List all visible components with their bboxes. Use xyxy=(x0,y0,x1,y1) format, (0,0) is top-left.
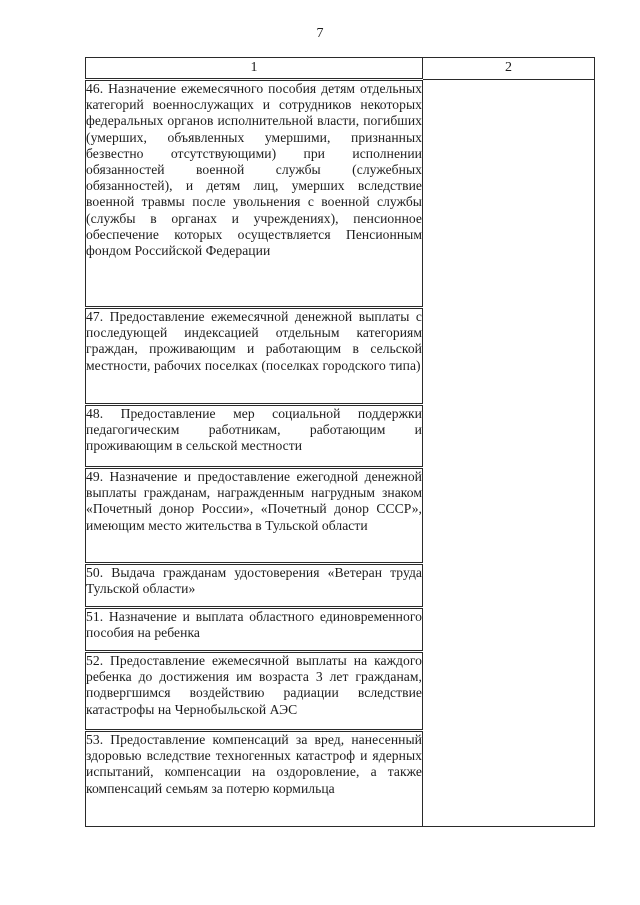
page-number: 7 xyxy=(316,26,324,41)
service-cell xyxy=(86,308,423,405)
empty-column-cell xyxy=(423,80,595,827)
service-cell xyxy=(86,468,423,564)
service-item-48: 48. Предоставление мер социальной поддержки педагогическим работникам, работающим и проживающим в сельской местности xyxy=(86,406,422,454)
service-cell xyxy=(86,652,423,731)
column-header-2: 2 xyxy=(423,58,595,80)
service-item-53: 53. Предоставление компенсаций за вред, нанесенный здоровью вследствие техногенных катастроф и ядерных испытаний, компенсации на оздоровление, а также компенсаций семьям за потерю кормильца xyxy=(86,732,422,796)
service-item-46: 46. Назначение ежемесячного пособия детям отдельных категорий военнослужащих и сотрудников некоторых федеральных органов исполнительной власти, погибших (умерших, объявленных умершими, признанных безвестно отсутствующими) при исполнении обязанностей военной службы (служебных обязанностей), и детям лиц, умерших вследствие военной травмы после увольнения с военной службы (службы в органах и учреждениях), пенсионное обеспечение которых осуществляется Пенсионным фондом Российской Федерации xyxy=(86,81,422,259)
service-cell xyxy=(86,564,423,608)
service-cell xyxy=(86,80,423,308)
column-header-1: 1 xyxy=(86,58,423,80)
services-table xyxy=(85,57,595,827)
table-header-row xyxy=(86,58,595,80)
service-item-47: 47. Предоставление ежемесячной денежной выплаты с последующей индексацией отдельным категориям граждан, проживающим и работающим в сельской местности, рабочих поселках (поселках городского типа) xyxy=(86,309,422,373)
service-item-49: 49. Назначение и предоставление ежегодной денежной выплаты гражданам, награжденным нагрудным знаком «Почетный донор России», «Почетный донор СССР», имеющим место жительства в Тульской области xyxy=(86,469,422,533)
service-item-51: 51. Назначение и выплата областного единовременного пособия на ребенка xyxy=(86,609,422,641)
service-item-50: 50. Выдача гражданам удостоверения «Ветеран труда Тульской области» xyxy=(86,565,422,597)
service-cell xyxy=(86,405,423,468)
service-cell xyxy=(86,731,423,827)
service-cell xyxy=(86,608,423,652)
table-row xyxy=(86,80,595,308)
service-item-52: 52. Предоставление ежемесячной выплаты на каждого ребенка до достижения им возраста 3 лет гражданам, подвергшимся воздействию радиации вследствие катастрофы на Чернобыльской АЭС xyxy=(86,653,422,717)
